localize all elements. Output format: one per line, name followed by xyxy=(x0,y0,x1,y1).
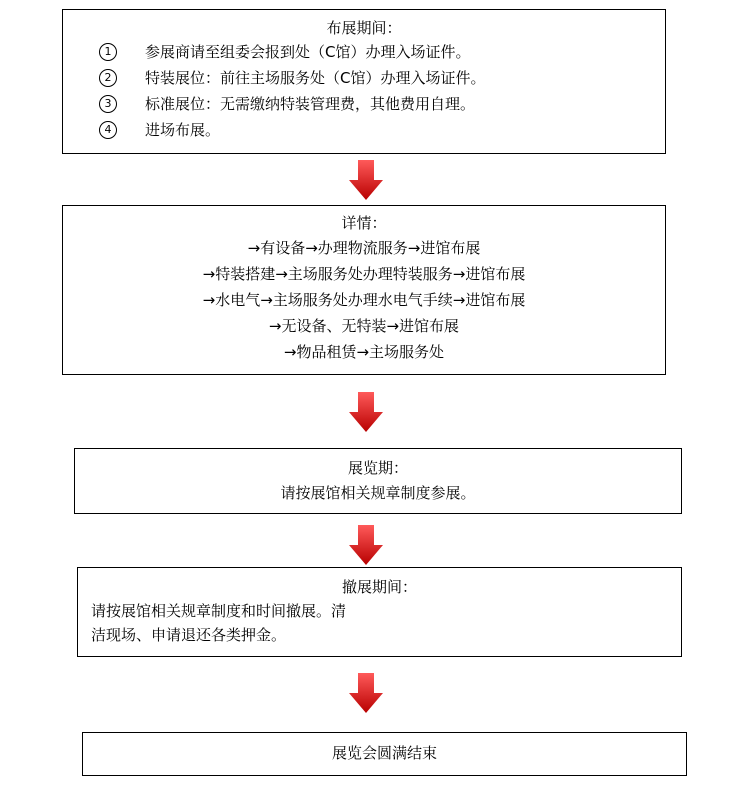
details-line-2: →特装搭建→主场服务处办理特装服务→进馆布展 xyxy=(202,265,526,283)
setup-period-box xyxy=(62,9,666,154)
details-box xyxy=(62,205,666,375)
step-number-3: 3 xyxy=(99,95,117,113)
step-number-4: 4 xyxy=(99,121,117,139)
flow-arrow-down-icon xyxy=(349,160,383,200)
setup-step-3 xyxy=(63,91,665,117)
setup-step-2 xyxy=(63,65,665,91)
dismantle-period-title: 撤展期间： xyxy=(341,578,417,596)
flow-arrow-down-icon xyxy=(349,392,383,432)
dismantle-text-line-1: 请按展馆相关规章制度和时间撤展。清 xyxy=(91,602,347,620)
details-line-4: →无设备、无特装→进馆布展 xyxy=(268,317,460,335)
exhibition-end-text: 展览会圆满结束 xyxy=(331,744,437,762)
step-text-4: 进场布展。 xyxy=(145,121,221,139)
step-text-1: 参展商请至组委会报到处（C馆）办理入场证件。 xyxy=(145,43,471,61)
exhibition-end-box xyxy=(82,732,687,776)
dismantle-period-box xyxy=(77,567,682,657)
setup-step-1 xyxy=(63,39,665,65)
details-line-5: →物品租赁→主场服务处 xyxy=(283,343,445,361)
setup-period-title: 布展期间： xyxy=(326,19,402,37)
details-title: 详情： xyxy=(341,214,387,232)
setup-step-4 xyxy=(63,117,665,143)
exhibition-period-box xyxy=(74,448,682,514)
details-line-3: →水电气→主场服务处办理水电气手续→进馆布展 xyxy=(202,291,526,309)
step-number-2: 2 xyxy=(99,69,117,87)
step-text-2: 特装展位：前往主场服务处（C馆）办理入场证件。 xyxy=(145,69,486,87)
exhibition-period-title: 展览期： xyxy=(347,459,408,477)
step-text-3: 标准展位：无需缴纳特装管理费，其他费用自理。 xyxy=(145,95,476,113)
flow-arrow-down-icon xyxy=(349,525,383,565)
exhibition-period-text: 请按展馆相关规章制度参展。 xyxy=(280,484,476,502)
dismantle-text-line-2: 洁现场、申请退还各类押金。 xyxy=(91,626,287,644)
step-number-1: 1 xyxy=(99,43,117,61)
details-line-1: →有设备→办理物流服务→进馆布展 xyxy=(247,239,481,257)
flow-arrow-down-icon xyxy=(349,673,383,713)
